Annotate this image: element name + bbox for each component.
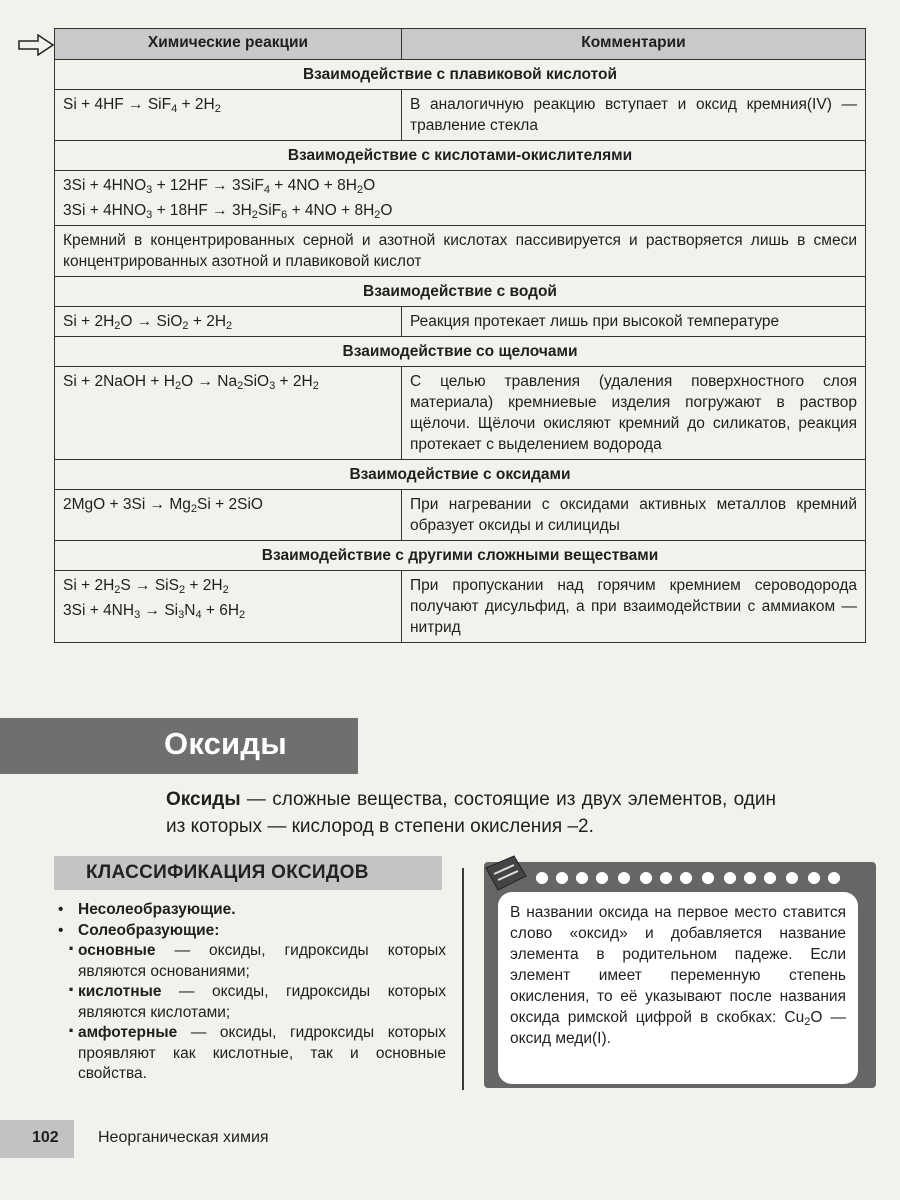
note-text (498, 892, 858, 1084)
section-title: Взаимодействие с другими сложными веществами (55, 541, 866, 571)
equation-fragment: → Si (140, 602, 179, 619)
item-term: кислотные (78, 983, 162, 1000)
equation-fragment: Si + 2H (63, 577, 115, 594)
equation-fragment: O (363, 177, 376, 194)
table-row (55, 90, 866, 141)
list-item (56, 1023, 446, 1085)
equation-fragment: Si + 2SiO (197, 496, 263, 513)
comment-cell: С целью травления (удаления поверхностного слоя материала) кремниевые изделия погружают в раствор щёлочи. Щёлочи окисляют кремний до силикатов, реакция протекает с выделением водорода (402, 367, 866, 460)
oxides-definition (166, 786, 776, 840)
equation-subscript: 3 (269, 380, 276, 392)
section-title-row (55, 141, 866, 171)
section-title: Взаимодействие с кислотами-окислителями (55, 141, 866, 171)
equation-subscript: 2 (178, 584, 186, 596)
table-row (55, 367, 866, 460)
equation-subscript: 4 (195, 609, 202, 621)
section-title: Взаимодействие со щелочами (55, 337, 866, 367)
equation-line (63, 494, 393, 515)
equation-fragment: N (184, 602, 196, 619)
list-item: • Солеобразующие: (56, 921, 446, 942)
comment-cell: Реакция протекает лишь при высокой температуре (402, 307, 866, 337)
table-body (55, 60, 866, 643)
equation-subscript: 2 (226, 320, 233, 332)
equation-line (63, 94, 393, 115)
equation-fragment: SiO (243, 373, 270, 390)
oxides-heading: Оксиды (164, 726, 287, 761)
equation-subscript: 3 (146, 184, 153, 196)
table-row (55, 490, 866, 541)
note-tag-icon (480, 854, 530, 894)
table-row (55, 307, 866, 337)
equation-fragment: + 6H (201, 602, 240, 619)
equation-cell (55, 490, 402, 541)
equation-fragment: 3Si + 4HNO (63, 202, 147, 219)
equation-fragment: + 12HF → 3SiF (152, 177, 264, 194)
header-reactions: Химические реакции (55, 29, 402, 60)
item-text: — оксиды, гидроксиды которых являются кислотами; (78, 983, 446, 1021)
equation-subscript: 2 (190, 503, 198, 515)
equation-fragment: Si + 4HF → SiF (63, 96, 172, 113)
equation-subscript: 2 (114, 320, 121, 332)
equation-fragment: O → Na (181, 373, 238, 390)
equation-subscript: 4 (263, 184, 270, 196)
column-divider (462, 868, 464, 1090)
item-text: — оксиды, гидроксиды которых проявляют как кислотные, так и основные свойства. (78, 1024, 446, 1082)
equation-subscript: 2 (182, 320, 189, 332)
chemical-reactions-table (54, 28, 866, 643)
equation-line (63, 200, 857, 221)
header-comments: Комментарии (402, 29, 866, 60)
classification-banner (54, 856, 442, 890)
comment-cell: При пропускании над горячим кремнием сероводорода получают дисульфид, а при взаимодействии с аммиаком — нитрид (402, 571, 866, 643)
section-title: Взаимодействие с водой (55, 277, 866, 307)
equation-line (63, 175, 857, 196)
section-title-row (55, 541, 866, 571)
equation-fragment: + 4NO + 8H (287, 202, 375, 219)
table-row (55, 571, 866, 643)
equation-subscript: 2 (312, 380, 319, 392)
equation-subscript: 2 (239, 609, 246, 621)
equation-fragment: 3Si + 4HNO (63, 177, 147, 194)
note-text-main: В названии оксида на первое место ставится слово «оксид» и добавляется название элемента в родительном падеже. Если элемент имеет переменную степень окисления, то её указывают после названия оксида римской цифрой в скобках: Cu (510, 904, 846, 1026)
table-row (55, 226, 866, 277)
equation-cell (55, 307, 402, 337)
list-item (56, 982, 446, 1023)
running-title: Неорганическая химия (98, 1129, 269, 1146)
definition-term: Оксиды (166, 789, 241, 810)
equation-line (63, 600, 393, 621)
equation-line (63, 371, 393, 392)
section-title-row (55, 337, 866, 367)
equation-fragment: 2MgO + 3Si → Mg (63, 496, 191, 513)
table-header-row (55, 29, 866, 60)
equation-subscript: 2 (356, 184, 364, 196)
note-dots-decoration (534, 868, 864, 888)
equation-subscript: 2 (214, 103, 221, 115)
equation-fragment: + 2H (188, 313, 227, 330)
list-item (56, 941, 446, 982)
equation-subscript: 3 (146, 209, 153, 221)
equation-cell (55, 90, 402, 141)
classification-heading: КЛАССИФИКАЦИЯ ОКСИДОВ (86, 862, 369, 883)
equation-subscript: 2 (374, 209, 381, 221)
equation-subscript: 2 (222, 584, 229, 596)
equation-subscript: 4 (171, 103, 178, 115)
definition-text: — сложные вещества, состоящие из двух элементов, один из которых — кислород в степени окисления –2. (166, 789, 776, 837)
equation-cell (55, 171, 866, 226)
equation-subscript: 3 (178, 609, 185, 621)
table-row (55, 171, 866, 226)
note-text-end: O — оксид меди(I). (510, 1009, 846, 1047)
equation-subscript: 3 (134, 609, 141, 621)
item-text: — оксиды, гидроксиды которых являются основаниями; (78, 942, 446, 980)
equation-fragment: + 18HF → 3H (152, 202, 252, 219)
section-title-row (55, 60, 866, 90)
equation-fragment: O (380, 202, 393, 219)
page-number-box (0, 1120, 74, 1158)
list-item: • Несолеобразующие. (56, 900, 446, 921)
arrow-marker-icon (18, 34, 54, 56)
equation-fragment: 3Si + 4NH (63, 602, 135, 619)
section-title: Взаимодействие с плавиковой кислотой (55, 60, 866, 90)
equation-fragment: O → SiO (120, 313, 183, 330)
equation-subscript: 2 (237, 380, 244, 392)
equation-fragment: + 2H (185, 577, 223, 594)
equation-subscript: 2 (175, 380, 182, 392)
comment-cell: В аналогичную реакцию вступает и оксид кремния(IV) — травление стекла (402, 90, 866, 141)
item-term: амфотерные (78, 1024, 178, 1041)
full-width-comment: Кремний в концентрированных серной и азотной кислотах пассивируется и растворяется лишь в смеси концентрированных азотной и плавиковой кислот (55, 226, 866, 277)
note-box (484, 862, 876, 1088)
oxides-banner (0, 718, 358, 774)
equation-subscript: 2 (251, 209, 258, 221)
comment-cell: При нагревании с оксидами активных металлов кремний образует оксиды и силициды (402, 490, 866, 541)
equation-cell (55, 571, 402, 643)
equation-line (63, 311, 393, 332)
item-term: основные (78, 942, 156, 959)
equation-subscript: 2 (114, 584, 121, 596)
equation-cell (55, 367, 402, 460)
equation-fragment: + 2H (275, 373, 313, 390)
classification-list (56, 900, 446, 1085)
section-title: Взаимодействие с оксидами (55, 460, 866, 490)
note-subscript: 2 (804, 1016, 811, 1028)
equation-fragment: S → SiS (120, 577, 179, 594)
equation-fragment: Si + 2H (63, 313, 115, 330)
equation-fragment: SiF (257, 202, 282, 219)
equation-subscript: 6 (281, 209, 288, 221)
equation-line (63, 575, 393, 596)
section-title-row (55, 460, 866, 490)
equation-fragment: Si + 2NaOH + H (63, 373, 175, 390)
equation-fragment: + 2H (177, 96, 215, 113)
section-title-row (55, 277, 866, 307)
equation-fragment: + 4NO + 8H (269, 177, 357, 194)
page-number: 102 (32, 1129, 59, 1146)
